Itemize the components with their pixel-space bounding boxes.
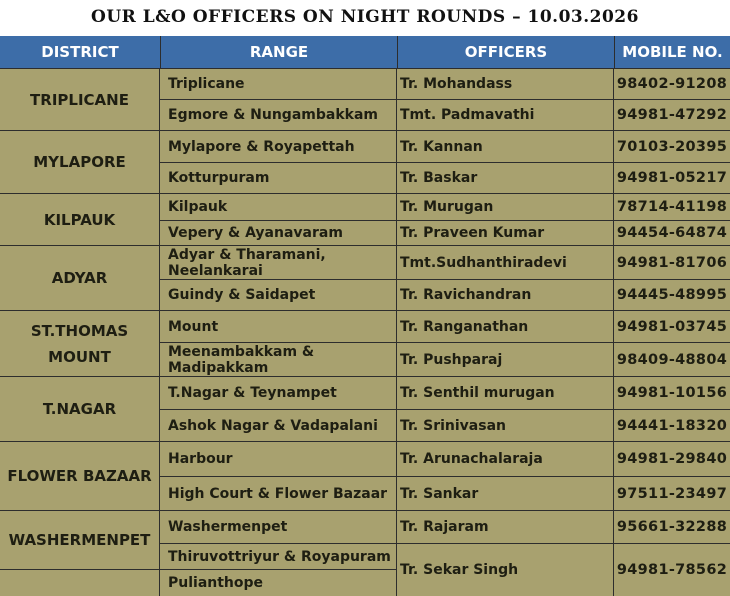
mobile-cell-text: 98409-48804 (616, 351, 728, 368)
range-cell-text: Washermenpet (168, 519, 288, 535)
district-cell (0, 377, 159, 441)
range-cell (160, 311, 396, 342)
range-cell-text: Kilpauk (168, 199, 228, 215)
officer-cell-text: Tr. Srinivasan (400, 417, 506, 434)
officer-cell-text: Tr. Mohandass (400, 76, 513, 92)
range-cell (160, 410, 396, 441)
officer-cell (397, 442, 613, 476)
header-range: RANGE (161, 36, 397, 68)
officer-cell-text: Tr. Sekar Singh (400, 562, 519, 578)
range-cell (160, 544, 396, 569)
range-cell-text: Ashok Nagar & Vadapalani (168, 417, 378, 434)
range-cell (160, 511, 396, 543)
mobile-cell (614, 69, 730, 99)
officer-cell (397, 100, 613, 130)
mobile-cell (614, 544, 730, 596)
mobile-cell (614, 477, 730, 510)
range-cell-text: Pulianthope (168, 575, 264, 591)
mobile-cell-text: 94981-81706 (616, 254, 728, 271)
range-cell (160, 100, 396, 130)
officer-cell-text: Tr. Murugan (400, 199, 494, 215)
mobile-cell (614, 131, 730, 162)
mobile-cell-text: 94981-47292 (616, 107, 728, 123)
range-cell (160, 280, 396, 310)
district-cell (0, 570, 159, 596)
range-cell-text: Triplicane (168, 76, 245, 92)
district-cell-text: ST.THOMAS MOUNT (30, 321, 129, 366)
range-cell (160, 442, 396, 476)
officer-cell (397, 221, 613, 245)
page-title: OUR L&O OFFICERS ON NIGHT ROUNDS – 10.03.2026 (91, 7, 639, 27)
range-cell (160, 163, 396, 193)
mobile-cell-text: 70103-20395 (616, 138, 728, 155)
district-cell-text: TRIPLICANE (30, 90, 129, 109)
mobile-cell (614, 163, 730, 193)
district-cell (0, 69, 159, 130)
mobile-cell-text: 78714-41198 (616, 199, 728, 215)
header-officers: OFFICERS (398, 36, 614, 68)
mobile-cell-text: 94981-03745 (616, 318, 728, 335)
range-cell (160, 246, 396, 279)
officer-cell-text: Tr. Praveen Kumar (400, 225, 545, 241)
officer-cell-text: Tmt. Padmavathi (400, 107, 535, 123)
officers-table (0, 36, 730, 596)
range-cell-text: Guindy & Saidapet (168, 287, 316, 303)
mobile-cell-text: 94981-10156 (616, 385, 728, 401)
officer-cell (397, 280, 613, 310)
officer-cell (397, 477, 613, 510)
officer-cell (397, 131, 613, 162)
mobile-cell (614, 410, 730, 441)
range-cell-text: Harbour (168, 451, 233, 467)
mobile-cell (614, 442, 730, 476)
mobile-cell (614, 221, 730, 245)
officer-cell-text: Tr. Kannan (400, 138, 483, 155)
officer-cell (397, 544, 613, 596)
mobile-cell-text: 95661-32288 (616, 519, 728, 535)
range-cell (160, 69, 396, 99)
district-cell-text: MYLAPORE (33, 153, 126, 171)
officer-cell (397, 194, 613, 220)
officer-cell (397, 311, 613, 342)
mobile-cell-text: 94445-48995 (616, 287, 728, 303)
officer-cell (397, 163, 613, 193)
officer-cell (397, 410, 613, 441)
officer-cell-text: Tmt.Sudhanthiradevi (400, 254, 567, 271)
range-cell-text: Meenambakkam & Madipakkam (168, 343, 315, 376)
mobile-cell (614, 100, 730, 130)
officer-cell (397, 511, 613, 543)
range-cell-text: High Court & Flower Bazaar (168, 485, 388, 502)
mobile-cell (614, 511, 730, 543)
header-district: DISTRICT (0, 36, 160, 68)
officer-cell-text: Tr. Ravichandran (400, 287, 532, 303)
range-cell (160, 477, 396, 510)
mobile-cell (614, 280, 730, 310)
officer-cell (397, 69, 613, 99)
mobile-cell (614, 311, 730, 342)
district-cell-text: KILPAUK (43, 210, 116, 229)
district-cell-text: T.NAGAR (42, 400, 117, 418)
mobile-cell-text: 94981-78562 (616, 562, 728, 578)
header-mobile: MOBILE NO. (615, 36, 730, 68)
district-cell-text: WASHERMENPET (8, 531, 151, 549)
district-cell (0, 442, 159, 510)
mobile-cell (614, 343, 730, 376)
officer-cell-text: Tr. Ranganathan (400, 318, 529, 335)
range-cell (160, 194, 396, 220)
officer-cell-text: Tr. Sankar (400, 485, 479, 502)
mobile-cell-text: 94454-64874 (616, 225, 728, 241)
range-cell-text: Mylapore & Royapettah (168, 138, 355, 155)
mobile-cell (614, 377, 730, 409)
district-cell (0, 311, 159, 376)
range-cell-text: Kotturpuram (168, 170, 270, 186)
mobile-cell (614, 246, 730, 279)
mobile-cell-text: 98402-91208 (616, 76, 728, 92)
district-cell-text: FLOWER BAZAAR (7, 467, 152, 485)
mobile-cell-text: 94981-29840 (616, 451, 728, 467)
district-cell (0, 194, 159, 245)
district-cell (0, 511, 159, 569)
range-cell-text: T.Nagar & Teynampet (168, 385, 337, 401)
officer-cell-text: Tr. Baskar (400, 170, 478, 186)
range-cell-text: Vepery & Ayanavaram (168, 225, 343, 241)
officer-cell-text: Tr. Rajaram (400, 519, 489, 535)
officer-cell (397, 377, 613, 409)
mobile-cell-text: 94441-18320 (616, 417, 728, 434)
range-cell-text: Egmore & Nungambakkam (168, 107, 378, 123)
officer-cell (397, 343, 613, 376)
range-cell-text: Adyar & Tharamani, Neelankarai (168, 246, 326, 279)
officer-cell-text: Tr. Pushparaj (400, 351, 503, 368)
range-cell (160, 343, 396, 376)
officer-cell-text: Tr. Senthil murugan (400, 385, 555, 401)
range-cell (160, 221, 396, 245)
officer-cell (397, 246, 613, 279)
range-cell (160, 570, 396, 596)
officer-cell-text: Tr. Arunachalaraja (400, 451, 543, 467)
range-cell-text: Thiruvottriyur & Royapuram (168, 548, 391, 565)
district-cell (0, 246, 159, 310)
mobile-cell (614, 194, 730, 220)
district-cell-text: ADYAR (51, 269, 108, 287)
district-cell (0, 131, 159, 193)
range-cell-text: Mount (168, 318, 219, 335)
range-cell (160, 131, 396, 162)
mobile-cell-text: 94981-05217 (616, 170, 728, 186)
mobile-cell-text: 97511-23497 (616, 485, 728, 502)
range-cell (160, 377, 396, 409)
